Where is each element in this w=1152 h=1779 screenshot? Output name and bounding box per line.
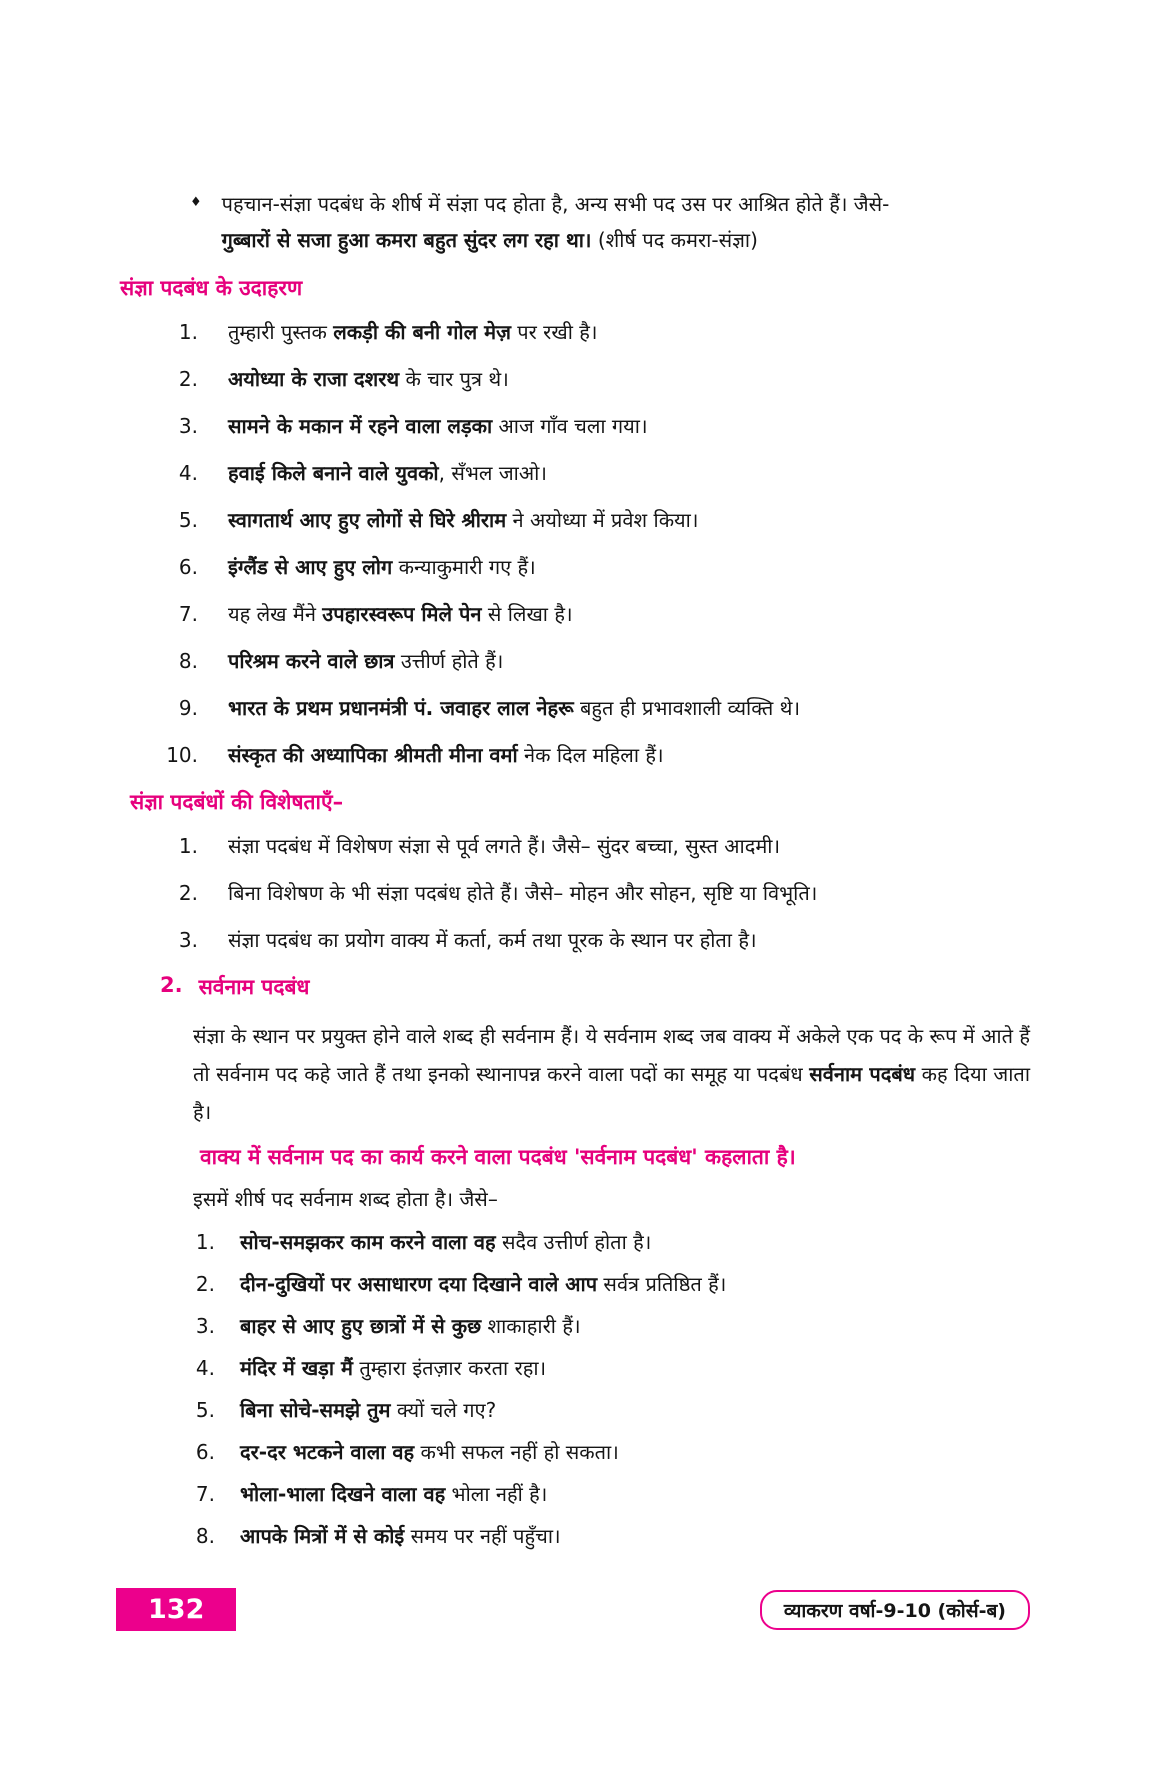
pronoun-phrase-section [160, 973, 1030, 1550]
list-item-number: 2. [195, 1272, 215, 1296]
list-item [118, 318, 1030, 346]
identification-point [190, 186, 1030, 258]
list-item [160, 1312, 1030, 1340]
list-item-number: 6. [178, 555, 198, 579]
list-item-text: सोच-समझकर काम करने वाला वह सदैव उत्तीर्ण होता है। [240, 1230, 652, 1254]
list-item [118, 459, 1030, 487]
list-item-number: 3. [178, 414, 198, 438]
identification-line: पहचान-संज्ञा पदबंध के शीर्ष में संज्ञा पद होता है, अन्य सभी पद उस पर आश्रित होते हैं। जैसे- [221, 192, 890, 216]
list-item [118, 365, 1030, 393]
list-item-number: 3. [195, 1314, 215, 1338]
list-item-number: 8. [195, 1524, 215, 1548]
list-item-number: 1. [195, 1230, 215, 1254]
diamond-bullet-icon: ♦ [190, 195, 202, 210]
list-item-number: 10. [166, 743, 198, 767]
list-item-number: 8. [178, 649, 198, 673]
list-item-text: दीन-दुखियों पर असाधारण दया दिखाने वाले आप सर्वत्र प्रतिष्ठित हैं। [240, 1272, 727, 1296]
footer-book-label: व्याकरण वर्षा-9-10 (कोर्स-ब) [760, 1590, 1030, 1630]
list-item-text: बिना विशेषण के भी संज्ञा पदबंध होते हैं। जैसे– मोहन और सोहन, सृष्टि या विभूति। [228, 881, 818, 905]
list-item-number: 3. [178, 928, 198, 952]
heading-noun-phrase-features: संज्ञा पदबंधों की विशेषताएँ– [130, 790, 344, 814]
list-item-text: आपके मित्रों में से कोई समय पर नहीं पहुँचा। [240, 1524, 561, 1548]
pronoun-phrase-definition: वाक्य में सर्वनाम पद का कार्य करने वाला पदबंध 'सर्वनाम पदबंध' कहलाता है। [200, 1145, 796, 1169]
page-content [118, 186, 1030, 1564]
list-item [160, 1354, 1030, 1382]
list-item-text: बाहर से आए हुए छात्रों में से कुछ शाकाहारी हैं। [240, 1314, 581, 1338]
list-item-number: 4. [195, 1356, 215, 1380]
section-title: सर्वनाम पदबंध [198, 975, 310, 999]
list-item [118, 926, 1030, 954]
list-item-text: स्वागतार्थ आए हुए लोगों से घिरे श्रीराम ने अयोध्या में प्रवेश किया। [228, 508, 699, 532]
identification-example-note: (शीर्ष पद कमरा-संज्ञा) [591, 228, 758, 252]
list-item [118, 832, 1030, 860]
list-item-text: संज्ञा पदबंध का प्रयोग वाक्य में कर्ता, कर्म तथा पूरक के स्थान पर होता है। [228, 928, 757, 952]
list-item [118, 506, 1030, 534]
list-item-text: भारत के प्रथम प्रधानमंत्री पं. जवाहर लाल नेहरू बहुत ही प्रभावशाली व्यक्ति थे। [228, 696, 801, 720]
list-item [160, 1396, 1030, 1424]
list-item-number: 7. [195, 1482, 215, 1506]
list-item-text: परिश्रम करने वाले छात्र उत्तीर्ण होते हैं। [228, 649, 504, 673]
list-item-text: संज्ञा पदबंध में विशेषण संज्ञा से पूर्व लगते हैं। जैसे– सुंदर बच्चा, सुस्त आदमी। [228, 834, 781, 858]
list-item-number: 5. [178, 508, 198, 532]
list-item [160, 1480, 1030, 1508]
list-item-text: इंग्लैंड से आए हुए लोग कन्याकुमारी गए हैं। [228, 555, 536, 579]
list-item-number: 2. [178, 367, 198, 391]
list-item-text: सामने के मकान में रहने वाला लड़का आज गाँव चला गया। [228, 414, 648, 438]
list-item-number: 2. [178, 881, 198, 905]
noun-phrase-features-list [118, 832, 1030, 954]
list-item-text: दर-दर भटकने वाला वह कभी सफल नहीं हो सकता। [240, 1440, 619, 1464]
list-item-number: 5. [195, 1398, 215, 1422]
list-item [118, 879, 1030, 907]
list-item-number: 1. [178, 834, 198, 858]
page-number: 132 [116, 1588, 236, 1631]
identification-example-line [222, 222, 890, 258]
list-item-text: बिना सोचे-समझे तुम क्यों चले गए? [240, 1398, 497, 1422]
heading-noun-phrase-examples: संज्ञा पदबंध के उदाहरण [120, 276, 303, 300]
list-item-text: मंदिर में खड़ा मैं तुम्हारा इंतज़ार करता रहा। [240, 1356, 547, 1380]
identification-text-block [222, 186, 890, 258]
list-item [160, 1438, 1030, 1466]
noun-phrase-examples-list [118, 318, 1030, 769]
page-footer [118, 1588, 1030, 1631]
list-item-text: अयोध्या के राजा दशरथ के चार पुत्र थे। [228, 367, 509, 391]
list-item-text: यह लेख मैंने उपहारस्वरूप मिले पेन से लिखा है। [228, 602, 573, 626]
list-item [160, 1270, 1030, 1298]
list-item-number: 7. [178, 602, 198, 626]
list-item-text: भोला-भाला दिखने वाला वह भोला नहीं है। [240, 1482, 548, 1506]
list-item-text: संस्कृत की अध्यापिका श्रीमती मीना वर्मा नेक दिल महिला हैं। [228, 743, 664, 767]
heading-pronoun-phrase [160, 973, 1030, 1001]
list-item [118, 412, 1030, 440]
pronoun-phrase-paragraph: संज्ञा के स्थान पर प्रयुक्त होने वाले शब्द ही सर्वनाम हैं। ये सर्वनाम शब्द जब वाक्य में अकेले एक पद के रूप में आते हैं तो सर्वनाम पद कहे जाते हैं तथा इनको स्थानापन्न करने वाला पदों का समूह या पदबंध सर्वनाम पदबंध कह दिया जाता है। [193, 1024, 1031, 1124]
list-item [118, 741, 1030, 769]
section-number: 2. [160, 973, 183, 997]
list-item-number: 4. [178, 461, 198, 485]
list-item-text: हवाई किले बनाने वाले युवको, सँभल जाओ। [228, 461, 547, 485]
list-item-number: 9. [178, 696, 198, 720]
list-item [160, 1522, 1030, 1550]
list-item [118, 647, 1030, 675]
pronoun-phrase-examples-list [160, 1228, 1030, 1550]
list-item-number: 1. [178, 320, 198, 344]
list-item [118, 600, 1030, 628]
list-item-number: 6. [195, 1440, 215, 1464]
identification-example-bold: गुब्बारों से सजा हुआ कमरा बहुत सुंदर लग रहा था। [221, 228, 592, 252]
list-item-text: तुम्हारी पुस्तक लकड़ी की बनी गोल मेज़ पर रखी है। [228, 320, 598, 344]
list-item [118, 694, 1030, 722]
list-item [160, 1228, 1030, 1256]
list-item [118, 553, 1030, 581]
pronoun-examples-lead: इसमें शीर्ष पद सर्वनाम शब्द होता है। जैसे– [193, 1187, 498, 1211]
